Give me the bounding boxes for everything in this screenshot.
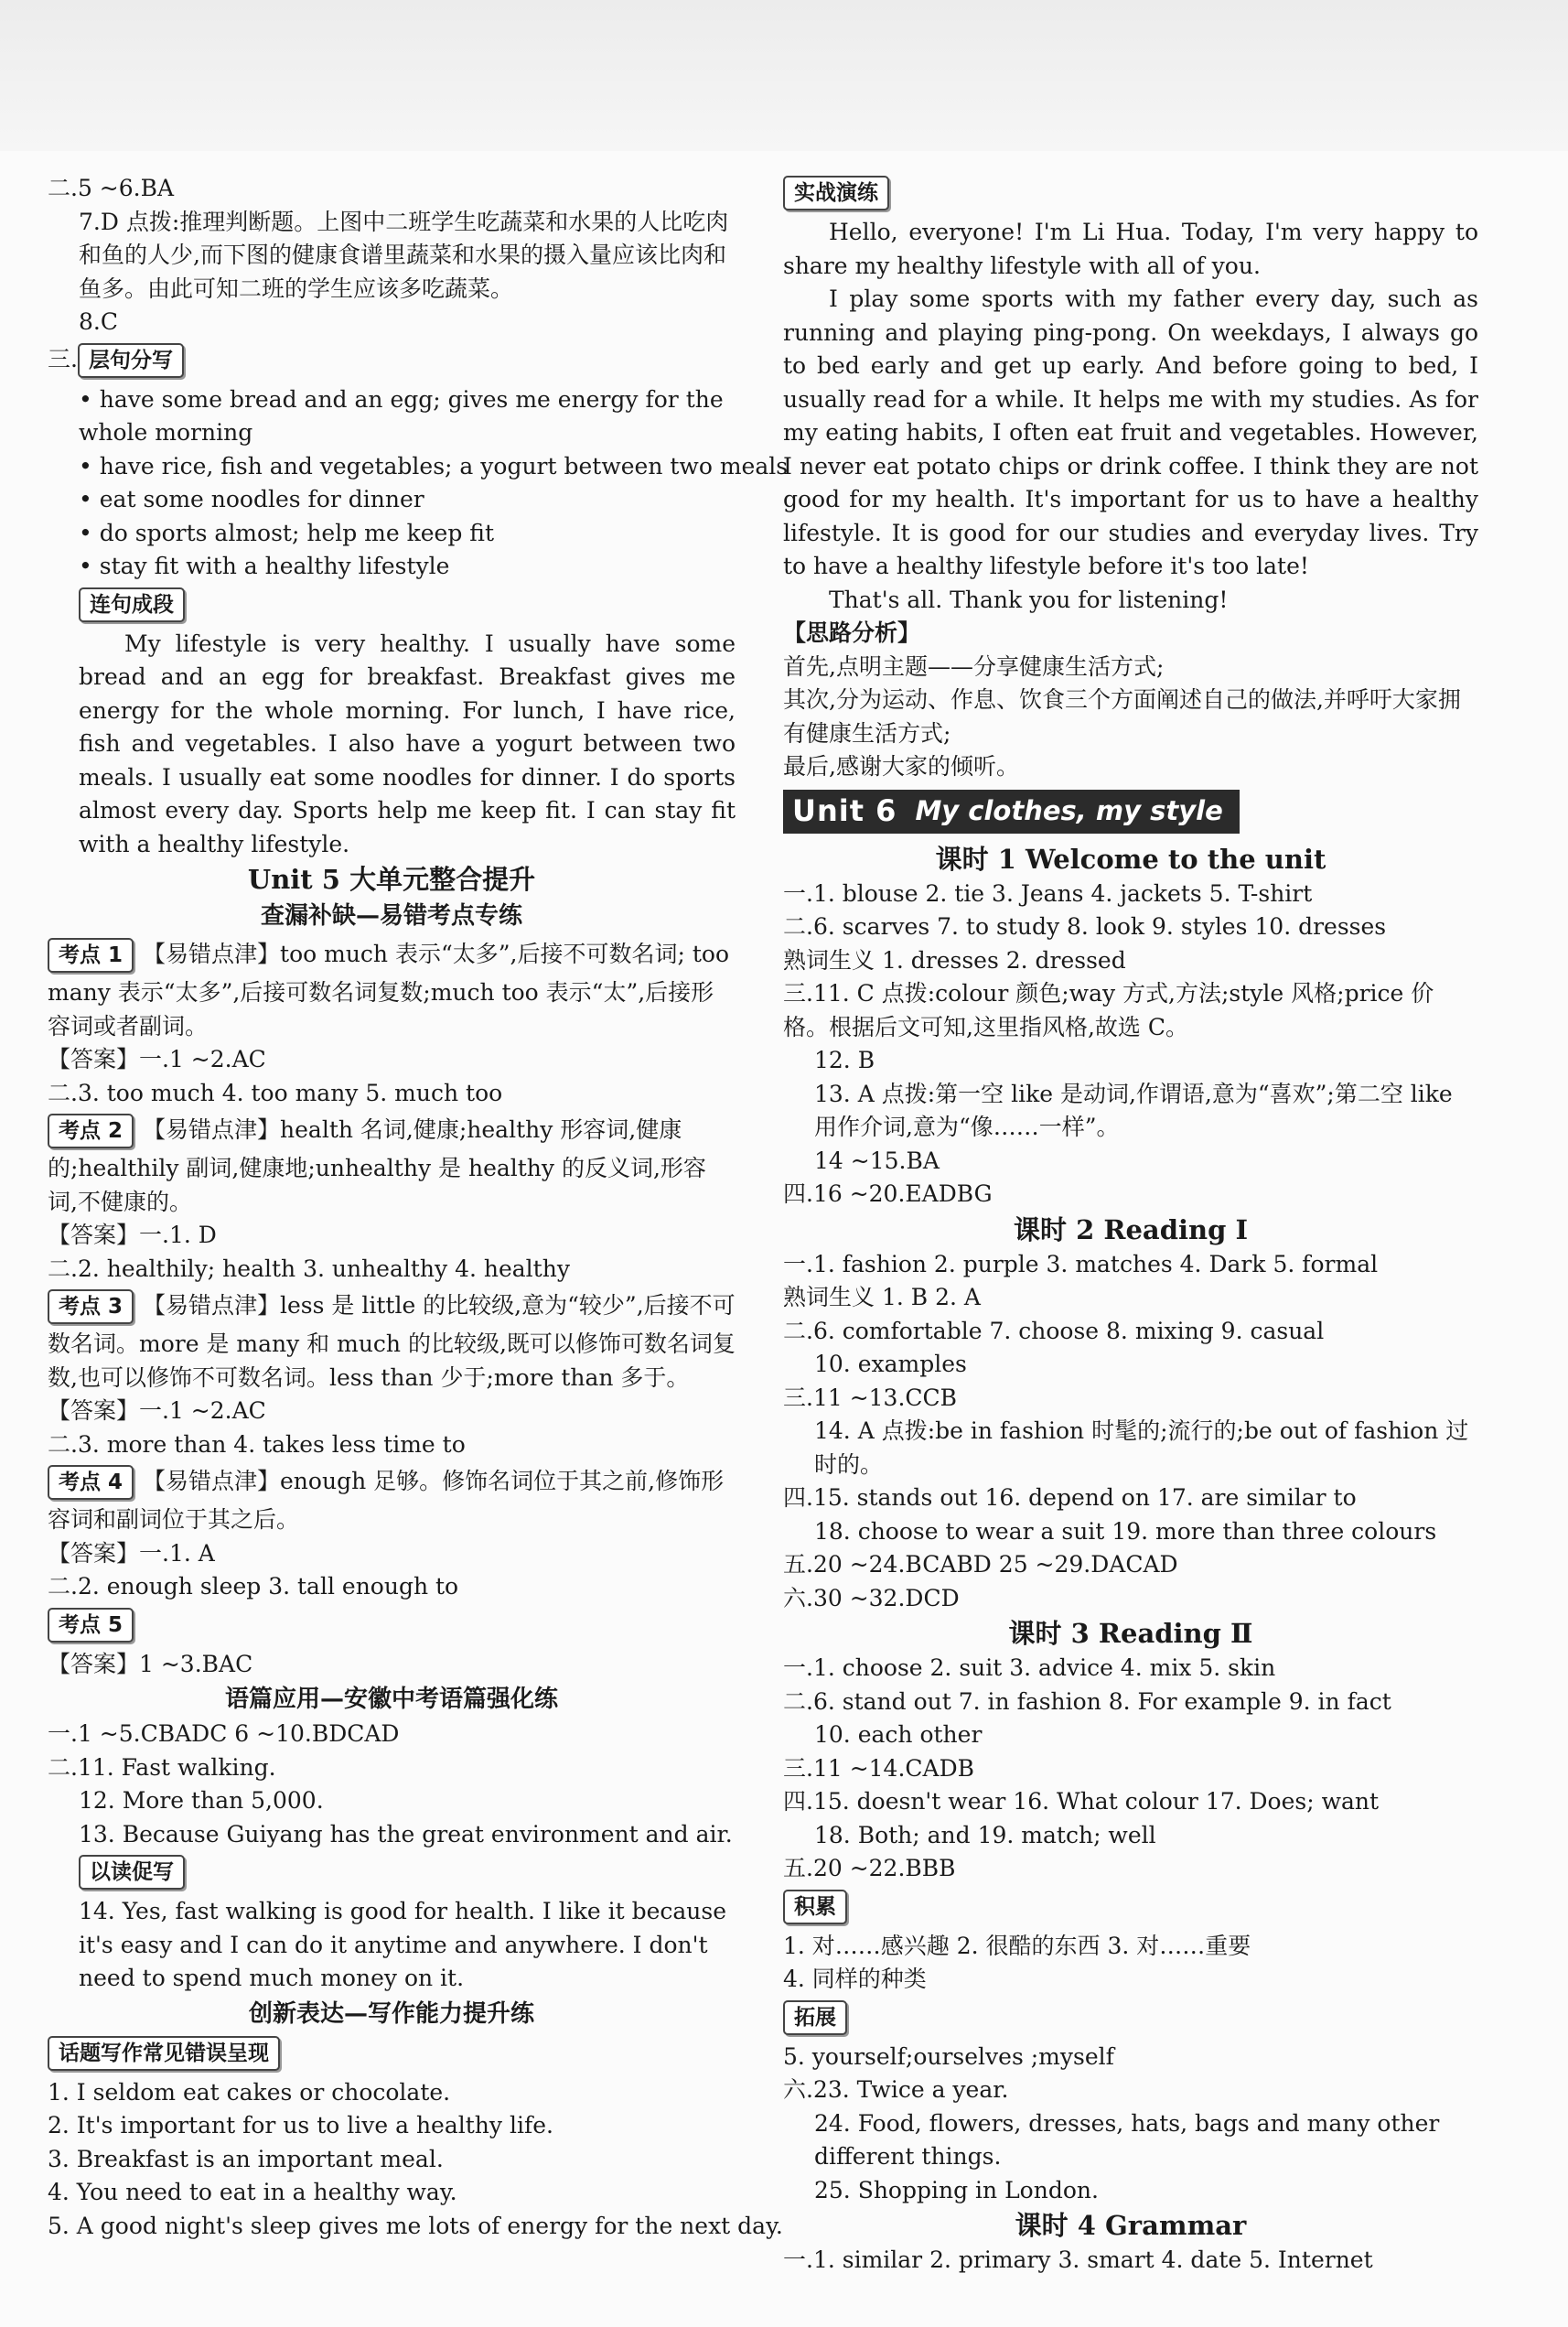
line-text: 4. You need to eat in a healthy way. bbox=[48, 2179, 457, 2205]
section-heading bbox=[783, 841, 1478, 878]
line-text: 六.30 ~32.DCD bbox=[783, 1584, 960, 1611]
text-line bbox=[783, 2107, 1478, 2174]
text-line bbox=[48, 2176, 736, 2210]
line-text: 13. A 点拨:第一空 like 是动词,作谓语,意为“喜欢”;第二空 like 用作介词,意为“像……一样”。 bbox=[814, 1080, 1453, 1140]
text-line bbox=[783, 1178, 1478, 1212]
line-text: 1. 对……感兴趣 2. 很酷的东西 3. 对……重要 bbox=[783, 1932, 1251, 1959]
section-heading bbox=[783, 2207, 1478, 2244]
section-tag: 积累 bbox=[783, 1890, 847, 1924]
line-text: 【答案】一.1 ~2.AC bbox=[48, 1046, 266, 1072]
text-line bbox=[783, 1515, 1478, 1549]
text-line bbox=[783, 1718, 1478, 1752]
section-heading bbox=[48, 898, 736, 934]
text-line bbox=[783, 216, 1478, 283]
section-tag: 实战演练 bbox=[783, 176, 889, 210]
line-text: 二.3. more than 4. takes less time to bbox=[48, 1430, 466, 1458]
line-text: 二.6. comfortable 7. choose 8. mixing 9. casual bbox=[783, 1317, 1325, 1344]
line-text: 二.2. enough sleep 3. tall enough to bbox=[48, 1573, 459, 1600]
line-text: 7.D 点拨:推理判断题。上图中二班学生吃蔬菜和水果的人比吃肉和鱼的人少,而下图的健康食谱里蔬菜和水果的摄入量应该比肉和鱼多。由此可知二班的学生应该多吃蔬菜。 bbox=[79, 208, 729, 302]
text-line bbox=[48, 550, 736, 584]
text-line bbox=[783, 172, 1478, 216]
line-text: 首先,点明主题——分享健康生活方式; bbox=[783, 652, 1165, 680]
text-line bbox=[48, 450, 789, 484]
text-line bbox=[783, 1752, 1478, 1786]
line-text: 【思路分析】 bbox=[783, 619, 921, 646]
line-text: 二.11. Fast walking. bbox=[48, 1753, 276, 1781]
text-line bbox=[783, 1886, 1478, 1930]
line-text: 五.20 ~22.BBB bbox=[783, 1855, 956, 1881]
text-line bbox=[48, 1818, 736, 1852]
text-line bbox=[783, 2074, 1478, 2107]
line-text: 一.1. blouse 2. tie 3. Jeans 4. jackets 5. T-shirt bbox=[783, 879, 1313, 907]
section-heading bbox=[48, 861, 736, 898]
text-line bbox=[783, 1281, 1478, 1315]
text-line bbox=[783, 1415, 1478, 1481]
line-text: 24. Food, flowers, dresses, hats, bags and many other different things. bbox=[814, 2109, 1440, 2170]
section-tag: 考点 2 bbox=[48, 1114, 134, 1148]
text-line bbox=[48, 1219, 736, 1253]
section-tag: 拓展 bbox=[783, 2000, 847, 2035]
text-line bbox=[48, 339, 736, 383]
section-tag: 连句成段 bbox=[79, 587, 185, 622]
line-text: 【答案】一.1. A bbox=[48, 1539, 215, 1567]
text-line bbox=[48, 934, 736, 1043]
section-tag: 话题写作常见错误呈现 bbox=[48, 2036, 280, 2071]
line-text: Hello, everyone! I'm Li Hua. Today, I'm very happy to share my healthy lifestyle with all of you. bbox=[783, 219, 1478, 279]
text-line bbox=[783, 1963, 1478, 1997]
text-line bbox=[783, 2244, 1478, 2278]
text-line bbox=[48, 383, 736, 450]
text-line bbox=[48, 206, 736, 307]
text-line bbox=[783, 1686, 1478, 1719]
line-text: 二.6. scarves 7. to study 8. look 9. styles 10. dresses bbox=[783, 913, 1387, 940]
text-line bbox=[783, 944, 1478, 978]
line-text: 14 ~15.BA bbox=[814, 1147, 940, 1174]
text-line bbox=[48, 1253, 736, 1287]
text-line bbox=[48, 1110, 736, 1219]
line-text: 【易错点津】health 名词,健康;healthy 形容词,健康的;healthily 副词,健康地;unhealthy 是 healthy 的反义词,形容词,不健康的。 bbox=[48, 1116, 706, 1215]
text-line bbox=[48, 517, 736, 551]
line-text: 二.3. too much 4. too many 5. much too bbox=[48, 1079, 503, 1106]
line-text: eat some noodles for dinner bbox=[99, 486, 424, 512]
text-line bbox=[783, 1145, 1478, 1179]
line-text: 【答案】一.1 ~2.AC bbox=[48, 1397, 266, 1424]
text-line bbox=[783, 878, 1478, 911]
section-tag: 层句分写 bbox=[78, 343, 184, 378]
text-line bbox=[783, 1548, 1478, 1582]
text-line bbox=[48, 1461, 736, 1537]
line-text: 二.2. healthily; health 3. unhealthy 4. healthy bbox=[48, 1255, 570, 1282]
text-line bbox=[48, 1851, 736, 1895]
line-text: 25. Shopping in London. bbox=[814, 2176, 1099, 2203]
text-line bbox=[48, 1895, 736, 1996]
section-tag: 考点 5 bbox=[48, 1608, 134, 1643]
text-line bbox=[783, 2041, 1478, 2074]
line-text: 一.1 ~5.CBADC 6 ~10.BDCAD bbox=[48, 1720, 400, 1747]
right-column bbox=[783, 172, 1478, 2278]
line-text: 课时 4 Grammar bbox=[1015, 2210, 1247, 2241]
text-line bbox=[783, 684, 1478, 750]
text-line bbox=[783, 1997, 1478, 2041]
text-line bbox=[48, 1784, 736, 1818]
text-line bbox=[48, 483, 736, 517]
line-text: 10. each other bbox=[814, 1721, 983, 1748]
line-text: 熟词生义 1. dresses 2. dressed bbox=[783, 946, 1126, 974]
line-text: 【易错点津】less 是 little 的比较级,意为“较少”,后接不可数名词。more 是 many 和 much 的比较级,既可以修饰可数名词复数,也可以修饰不可数名词。less than 少于;more than 多于。 bbox=[48, 1292, 736, 1391]
line-text: 语篇应用—安徽中考语篇强化练 bbox=[224, 1686, 558, 1713]
line-text: 六.23. Twice a year. bbox=[783, 2076, 1009, 2103]
line-text: 3. Breakfast is an important meal. bbox=[48, 2145, 444, 2172]
line-text: 五.20 ~24.BCABD 25 ~29.DACAD bbox=[783, 1551, 1178, 1578]
text-line bbox=[48, 1604, 736, 1648]
line-text: 18. choose to wear a suit 19. more than three colours bbox=[814, 1517, 1437, 1545]
line-text: 【易错点津】too much 表示“太多”,后接不可数名词; too many 表示“太多”,后接可数名词复数;much too 表示“太”,后接形容词或者副词。 bbox=[48, 941, 729, 1040]
text-line bbox=[48, 1395, 736, 1428]
line-text: My lifestyle is very healthy. I usually have some bread and an egg for breakfast. Breakfast gives me energy for the whole morning. For lunch, I have rice, fish and vegetables. I also have a yogurt between two meals. I usually eat some noodles for dinner. I do sports almost every day. Sports help me keep fit. I can stay fit with a healthy lifestyle. bbox=[79, 630, 736, 857]
line-text: 四.15. doesn't wear 16. What colour 17. Does; want bbox=[783, 1788, 1380, 1815]
line-text: 18. Both; and 19. match; well bbox=[814, 1821, 1156, 1848]
text-line bbox=[48, 2076, 736, 2110]
text-line bbox=[783, 1078, 1478, 1145]
line-text: 【易错点津】enough 足够。修饰名词位于其之前,修饰形容词和副词位于其之后。 bbox=[48, 1468, 725, 1533]
text-line bbox=[783, 1785, 1478, 1819]
section-prefix: 三. bbox=[48, 345, 78, 372]
line-text: 【答案】一.1. D bbox=[48, 1222, 217, 1248]
line-text: I play some sports with my father every day, such as running and playing ping-pong. On weekdays, I always go to bed early and get up early. And before going to bed, I usually read for a while. It helps me with my studies. As for my eating habits, I often eat fruit and vegetables. However, I never eat potato chips or drink coffee. I think they are not good for my health. It's important for us to have a healthy lifestyle. It is good for our studies and everyday lives. Try to have a healthy lifestyle before it's too late! bbox=[783, 285, 1478, 579]
line-text: 最后,感谢大家的倾听。 bbox=[783, 753, 1019, 780]
line-text: 创新表达—写作能力提升练 bbox=[248, 1999, 534, 2028]
text-line bbox=[48, 1428, 736, 1462]
text-line bbox=[783, 651, 1478, 684]
line-text: 一.1. similar 2. primary 3. smart 4. date 5. Internet bbox=[783, 2246, 1373, 2273]
unit-title: My clothes, my style bbox=[915, 795, 1223, 827]
line-text: 14. Yes, fast walking is good for health. I like it because it's easy and I can do it anytime and anywhere. I don't need to spend much money on it. bbox=[79, 1898, 727, 1991]
page-top-band bbox=[0, 0, 1568, 151]
text-line bbox=[783, 283, 1478, 584]
section-heading bbox=[48, 1996, 736, 2032]
text-line bbox=[48, 2143, 736, 2177]
text-line bbox=[783, 1348, 1478, 1382]
line-text: 2. It's important for us to live a healthy life. bbox=[48, 2112, 553, 2138]
text-line bbox=[783, 1248, 1478, 1282]
text-line bbox=[783, 750, 1478, 784]
line-text: have rice, fish and vegetables; a yogurt between two meals bbox=[99, 452, 789, 479]
text-line bbox=[48, 1570, 736, 1604]
line-text: 二.6. stand out 7. in fashion 8. For example 9. in fact bbox=[783, 1687, 1391, 1715]
text-line bbox=[783, 1819, 1478, 1853]
line-text: 熟词生义 1. B 2. A bbox=[783, 1284, 981, 1310]
text-line bbox=[48, 1648, 736, 1682]
section-heading bbox=[48, 1681, 736, 1718]
text-line bbox=[783, 1852, 1478, 1886]
text-line bbox=[783, 1582, 1478, 1616]
line-text: 12. More than 5,000. bbox=[79, 1787, 324, 1814]
line-text: 5. A good night's sleep gives me lots of energy for the next day. bbox=[48, 2212, 783, 2239]
text-line bbox=[783, 977, 1478, 1044]
line-text: 13. Because Guiyang has the great environment and air. bbox=[79, 1820, 733, 1848]
text-line bbox=[48, 306, 736, 339]
text-line bbox=[783, 910, 1478, 944]
text-line bbox=[783, 584, 1478, 618]
line-text: 一.1. choose 2. suit 3. advice 4. mix 5. skin bbox=[783, 1654, 1276, 1681]
line-text: 12. B bbox=[814, 1047, 875, 1073]
section-tag: 考点 3 bbox=[48, 1289, 134, 1324]
text-line bbox=[48, 172, 736, 206]
text-line bbox=[48, 2210, 783, 2244]
line-text: 查漏补缺—易错考点专练 bbox=[260, 902, 522, 930]
line-text: have some bread and an egg; gives me energy for the whole morning bbox=[79, 385, 724, 446]
section-heading bbox=[783, 1212, 1478, 1248]
section-tag: 考点 1 bbox=[48, 938, 134, 973]
line-text: 二.5 ~6.BA bbox=[48, 175, 175, 201]
text-line bbox=[48, 628, 736, 862]
text-line bbox=[48, 1043, 736, 1077]
section-tag: 考点 4 bbox=[48, 1465, 134, 1500]
line-text: 课时 3 Reading Ⅱ bbox=[1008, 1618, 1253, 1649]
line-text: 其次,分为运动、作息、饮食三个方面阐述自己的做法,并呼吁大家拥有健康生活方式; bbox=[783, 686, 1461, 747]
line-text: 8.C bbox=[79, 308, 118, 335]
section-heading bbox=[783, 1615, 1478, 1652]
text-line bbox=[48, 1077, 736, 1111]
text-line bbox=[48, 584, 736, 628]
unit-number: Unit 6 bbox=[792, 793, 897, 829]
line-text: 课时 1 Welcome to the unit bbox=[935, 843, 1326, 875]
line-text: 四.16 ~20.EADBG bbox=[783, 1180, 993, 1207]
line-text: Unit 5 大单元整合提升 bbox=[247, 864, 536, 895]
section-tag: 以读促写 bbox=[79, 1855, 185, 1890]
line-text: 三.11. C 点拨:colour 颜色;way 方式,方法;style 风格;price 价格。根据后文可知,这里指风格,故选 C。 bbox=[783, 980, 1434, 1040]
line-text: 1. I seldom eat cakes or chocolate. bbox=[48, 2078, 451, 2106]
line-text: That's all. Thank you for listening! bbox=[829, 586, 1229, 613]
left-column bbox=[48, 172, 789, 2243]
line-text: 【答案】1 ~3.BAC bbox=[48, 1650, 253, 1677]
line-text: 三.11 ~13.CCB bbox=[783, 1384, 958, 1411]
text-line bbox=[48, 1537, 736, 1571]
text-line bbox=[48, 2032, 736, 2076]
text-line bbox=[783, 2174, 1478, 2208]
line-text: stay fit with a healthy lifestyle bbox=[99, 553, 450, 579]
unit-title-bar bbox=[783, 790, 1240, 834]
line-text: 5. yourself;ourselves ;myself bbox=[783, 2042, 1114, 2070]
line-text: 四.15. stands out 16. depend on 17. are similar to bbox=[783, 1484, 1357, 1511]
text-line bbox=[783, 1930, 1478, 1964]
text-line bbox=[783, 1652, 1478, 1686]
text-line bbox=[783, 1481, 1478, 1515]
text-line bbox=[48, 2109, 736, 2143]
line-text: 14. A 点拨:be in fashion 时髦的;流行的;be out of fashion 过时的。 bbox=[814, 1417, 1469, 1478]
line-text: 一.1. fashion 2. purple 3. matches 4. Dark 5. formal bbox=[783, 1250, 1379, 1277]
line-text: 4. 同样的种类 bbox=[783, 1966, 927, 1992]
line-text: do sports almost; help me keep fit bbox=[99, 519, 495, 546]
text-line bbox=[783, 1044, 1478, 1078]
text-line bbox=[783, 1315, 1478, 1349]
line-text: 10. examples bbox=[814, 1351, 967, 1377]
text-line bbox=[48, 1718, 736, 1751]
text-line bbox=[783, 617, 1478, 651]
line-text: 课时 2 Reading Ⅰ bbox=[1013, 1213, 1249, 1245]
text-line bbox=[48, 1751, 736, 1785]
line-text: 三.11 ~14.CADB bbox=[783, 1754, 975, 1782]
text-line bbox=[783, 1382, 1478, 1416]
text-line bbox=[48, 1286, 736, 1395]
